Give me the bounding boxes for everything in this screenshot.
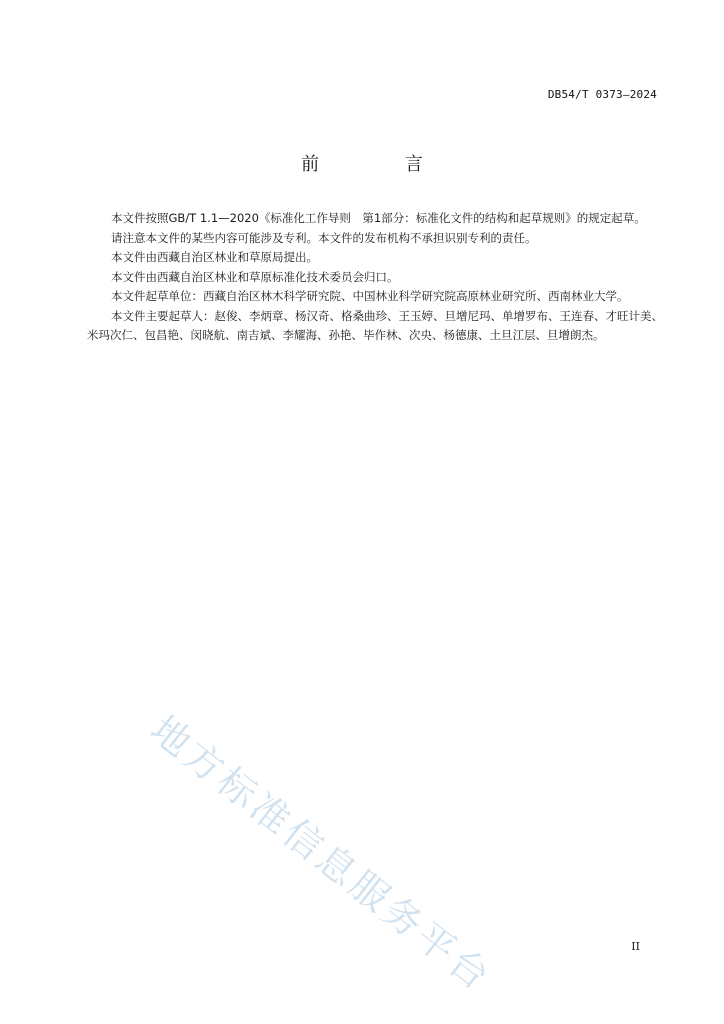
document-number: DB54/T 0373—2024 [547, 88, 657, 101]
page-title: 前 言 [301, 154, 463, 175]
paragraph-drafters: 本文件主要起草人：赵俊、李炳章、杨汉奇、格桑曲珍、王玉婷、旦增尼玛、单增罗布、王连春、才旺计美、米玛次仁、包昌艳、闵晓航、南吉斌、李耀海、孙艳、毕作林、次央、杨德康、土旦江层、旦增朗杰。 [87, 308, 663, 342]
paragraph-drafting-units: 本文件起草单位：西藏自治区林木科学研究院、中国林业科学研究院高原林业研究所、西南林业大学。 [111, 289, 629, 303]
watermark: 地方标准信息服务平台 [142, 707, 501, 1001]
paragraph-drafting-rules: 本文件按照GB/T 1.1—2020《标准化工作导则 第1部分：标准化文件的结构和起草规则》的规定起草。 [111, 211, 646, 225]
paragraph-administrator: 本文件由西藏自治区林业和草原标准化技术委员会归口。 [111, 269, 399, 284]
page-number: II [631, 940, 640, 953]
preface-body [87, 209, 663, 346]
paragraph-proposer: 本文件由西藏自治区林业和草原局提出。 [111, 250, 318, 264]
paragraph-patent-notice: 请注意本文件的某些内容可能涉及专利。本文件的发布机构不承担识别专利的责任。 [111, 230, 537, 245]
